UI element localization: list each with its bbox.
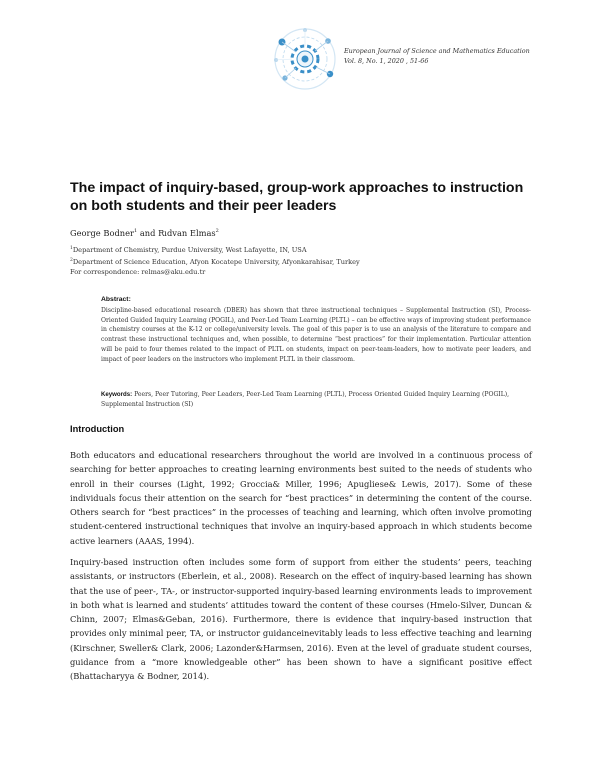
journal-logo — [268, 22, 342, 96]
author-affiliation-mark: 2 — [215, 228, 219, 235]
affiliation-mark: 2 — [70, 257, 73, 263]
section-heading-introduction: Introduction — [70, 424, 125, 434]
affiliations — [70, 244, 360, 278]
correspondence: For correspondence: relmas@aku.edu.tr — [70, 268, 206, 277]
author-name: George Bodner — [70, 228, 134, 238]
keywords-label: Keywords: — [101, 391, 133, 398]
affiliation-mark: 1 — [70, 246, 73, 251]
affiliation — [70, 256, 360, 268]
affiliation — [70, 244, 360, 256]
article-title: The impact of inquiry-based, group-work approaches to instruction on both students and their peer leaders — [70, 180, 524, 214]
affiliation-text: Department of Chemistry, Purdue University, West Lafayette, IN, USA — [72, 246, 307, 255]
abstract-label: Abstract: — [101, 296, 131, 303]
journal-volume-info: Vol. 8, No. 1, 2020 , 51-66 — [344, 57, 429, 65]
keywords-text: Peers, Peer Tutoring, Peer Leaders, Peer-Led Team Learning (PLTL), Process Oriented Guided Inquiry Learning (POGIL), Supplemental Instruction (SI) — [101, 391, 510, 408]
author-name: Rıdvan Elmas — [158, 228, 216, 238]
keywords — [101, 390, 531, 409]
author-conjunction: and — [139, 228, 156, 238]
author-affiliation-mark: 1 — [133, 228, 138, 235]
paragraph: Both educators and educational researchers throughout the world are involved in a continuous process of searching for better approaches to creating learning environments best suited to the needs of students who enroll in their courses (Light, 1992; Groccia& Miller, 1996; Apugliese& Lewis, 2017). Some of these individuals focus their attention on the search for “best practices” in determining the content of the course. Others search for “best practices” in the processes of teaching and learning, which often involve promoting student-centered instructional techniques that involve an inquiry-based approach in which students become active learners (AAAS, 1994). — [70, 450, 532, 546]
paragraph: Inquiry-based instruction often includes some form of support from either the students’ peers, teaching assistants, or instructors (Eberlein, et al., 2008). Research on the effect of inquiry-based learning has shown that the use of peer-, TA-, or instructor-supported inquiry-based learning environments leads to improvement in both what is learned and students’ attitudes toward the content of these courses (Hmelo-Silver, Duncan & Chinn, 2007; Elmas&Geban, 2016). Furthermore, there is evidence that inquiry-based instruction that provides only minimal peer, TA, or instructor guidanceinevitably leads to less effective teaching and learning (Kirschner, Sweller& Clark, 2006; Lazonder&Harmsen, 2016). Even at the level of graduate student courses, guidance from a “more knowledgeable other” has been shown to have a significant positive effect (Bhattacharyya & Bodner, 2014). — [70, 557, 532, 682]
journal-header — [344, 46, 584, 66]
journal-name: European Journal of Science and Mathematics Education — [344, 47, 530, 55]
affiliation-text: Department of Science Education, Afyon Kocatepe University, Afyonkarahisar, Turkey — [72, 257, 360, 266]
abstract-text: Discipline-based educational research (DBER) has shown that three instructional techniques – Supplemental Instruction (SI), Process-Oriented Guided Inquiry Learning (POGIL), and Peer-Led Team Learning (PLTL) – can be effective ways of improving student performance in chemistry courses at the K-12 or college/university levels. The goal of this paper is to use an analysis of the literature to compare and contrast these instructional techniques and, when possible, to determine “best practices” for their implementation. Particular attention will be paid to four themes related to the impact of PLTL on students, impact on peer-team-leaders, how to motivate peer leaders, and impact of peer leaders on the instructors who implement PLTL in their classroom. — [101, 307, 531, 363]
author-line — [70, 228, 219, 238]
